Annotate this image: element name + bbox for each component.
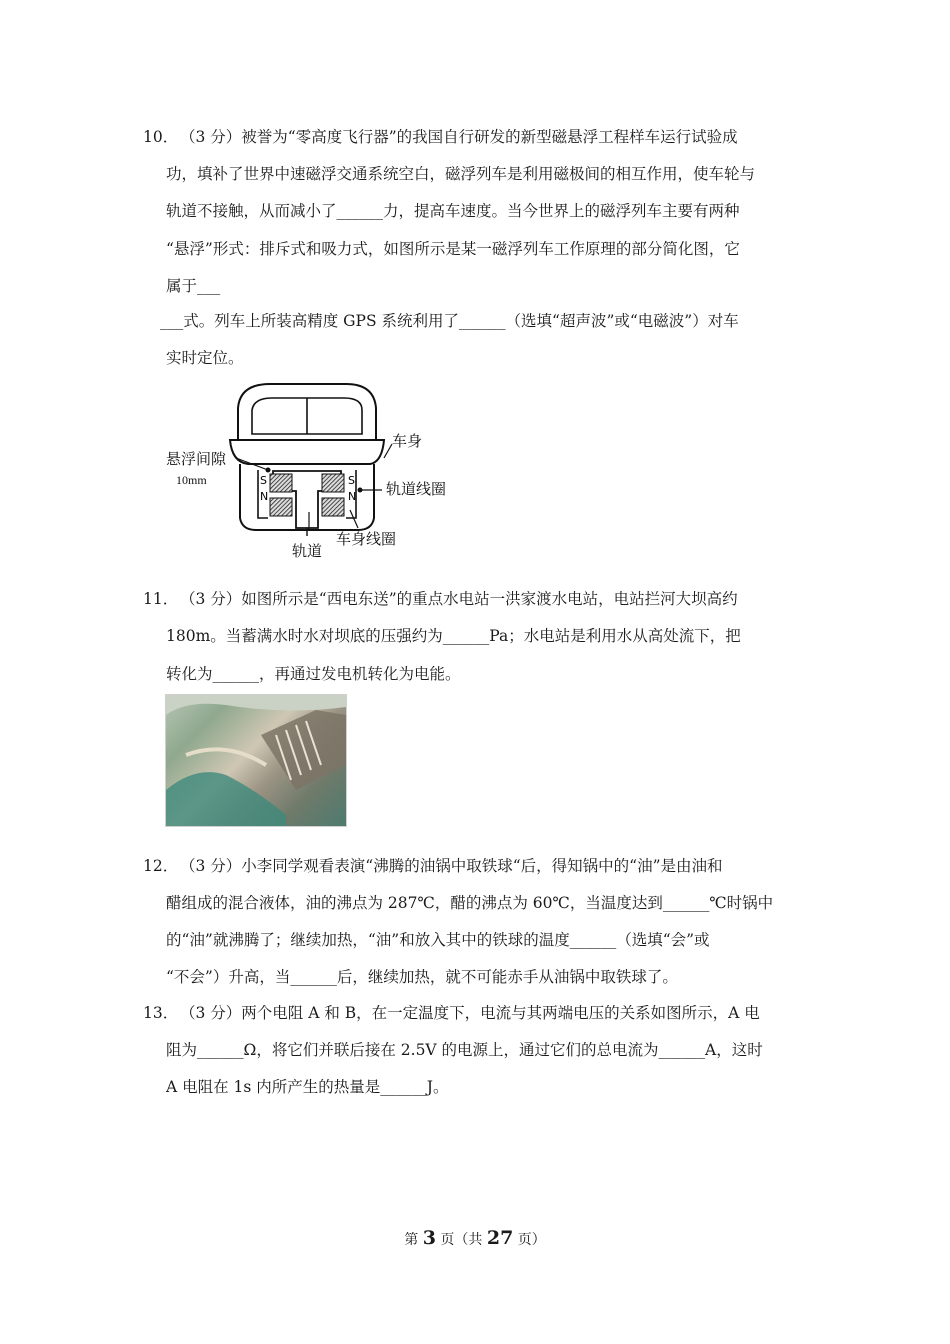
total-pages: 27 [486,1227,514,1249]
question-text-line: A 电阻在 1s 内所产生的热量是______J。 [166,1078,449,1096]
gap-label: 悬浮间隙 [166,450,227,468]
pole-label: S [348,474,355,487]
question-number: 13． [143,1004,179,1022]
question-text-line: “悬浮”形式：排斥式和吸力式，如图所示是某一磁浮列车工作原理的部分简化图，它 [166,240,740,258]
question-text-line: 轨道不接触，从而减小了______力，提高车速度。当今世界上的磁浮列车主要有两种 [166,202,740,220]
pole-label: N [260,490,269,503]
question-number: 11． [143,590,179,608]
footer-prefix: 第 [404,1232,423,1248]
track-label: 轨道 [292,542,323,560]
gap-value: 10mm [176,473,207,487]
page-footer [0,1228,950,1250]
maglev-diagram [160,378,470,563]
question-text-line: 转化为______，再通过发电机转化为电能。 [166,665,461,683]
pole-label: S [260,474,267,487]
question-text-line: 属于___ [166,277,221,295]
car-coil-label: 车身线圈 [336,530,397,548]
question-text-line: 功，填补了世界中速磁浮交通系统空白，磁浮列车是利用磁极间的相互作用，使车轮与 [166,165,756,183]
question-text-line: （3 分）小李同学观看表演“沸腾的油锅中取铁球“后，得知锅中的“油”是由油和 [180,857,723,875]
question-text-line: （3 分）被誉为“零高度飞行器”的我国自行研发的新型磁悬浮工程样车运行试验成 [180,128,738,146]
question-text-line: “不会”）升高，当______后，继续加热，就不可能赤手从油锅中取铁球了。 [166,968,678,986]
track-coil-label: 轨道线圈 [386,480,447,498]
question-text-line: 阻为______Ω，将它们并联后接在 2.5V 的电源上，通过它们的总电流为______A，这时 [166,1041,763,1059]
question-text-line: 的“油”就沸腾了；继续加热，“油”和放入其中的铁球的温度______（选填“会”或 [166,931,710,949]
question-text-line: （3 分）两个电阻 A 和 B，在一定温度下，电流与其两端电压的关系如图所示，A 电 [180,1004,760,1022]
question-text-line: 180m。当蓄满水时水对坝底的压强约为______Pa；水电站是利用水从高处流下，把 [166,627,741,645]
question-text-line: （3 分）如图所示是“西电东送”的重点水电站一洪家渡水电站，电站拦河大坝高约 [180,590,738,608]
question-number: 12． [143,857,179,875]
pole-label: N [348,490,357,503]
question-text-line: 实时定位。 [166,349,244,367]
question-text-line: ___式。列车上所装高精度 GPS 系统利用了______（选填“超声波”或“电磁波”）对车 [160,312,739,330]
question-text-line: 醋组成的混合液体，油的沸点为 287℃，醋的沸点为 60℃，当温度达到______℃时锅中 [166,894,774,912]
footer-middle: 页（共 [435,1232,487,1248]
question-number: 10． [143,128,179,146]
footer-suffix: 页） [513,1232,546,1248]
car-body-label: 车身 [392,432,423,450]
page-number: 3 [422,1227,436,1249]
dam-photo [165,694,347,827]
